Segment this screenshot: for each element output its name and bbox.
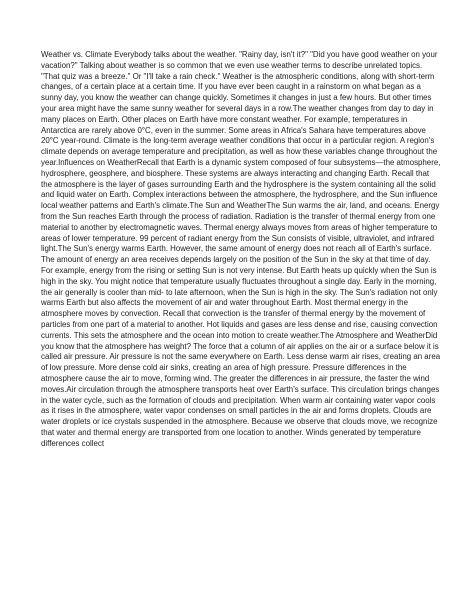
body-paragraph: Weather vs. Climate Everybody talks about the weather. "Rainy day, isn't it?" "Did you have good weather on your vacation?" Talking about weather is so common that we even use weather terms to describe unrelated topics. "That quiz was a breeze." Or "I'll take a rain check." Weather is the atmospheric conditions, along with short-term changes, of a certain place at a certain time. If you have ever been caught in a rainstorm on what began as a sunny day, you know the weather can change quickly. Sometimes it changes in just a few hours. But other times your area might have the same sunny weather for several days in a row.The weather changes from day to day in many places on Earth. Other places on Earth have more constant weather. For example, temperatures in Antarctica are rarely above 0°C, even in the summer. Some areas in Africa's Sahara have temperatures above 20°C year-round. Climate is the long-term average weather conditions that occur in a particular region. A region's climate depends on average temperature and precipitation, as well as how these variables change throughout the year.Influences on WeatherRecall that Earth is a dynamic system composed of four subsystems—the atmosphere, hydrosphere, geosphere, and biosphere. These systems are always interacting and changing Earth. Recall that the atmosphere is the layer of gases surrounding Earth and the hydrosphere is the system containing all the solid and liquid water on Earth. Complex interactions between the atmosphere, the hydrosphere, and the Sun influence local weather patterns and Earth's climate.The Sun and WeatherThe Sun warms the air, land, and oceans. Energy from the Sun reaches Earth through the process of radiation. Radiation is the transfer of thermal energy from one material to another by electromagnetic waves. Thermal energy always moves from areas of higher temperature to areas of lower temperature. 99 percent of radiant energy from the Sun consists of visible, ultraviolet, and infrared light.The Sun's energy warms Earth. However, the same amount of energy does not reach all of Earth's surface. The amount of energy an area receives depends largely on the position of the Sun in the sky at that time of day. For example, energy from the rising or setting Sun is not very intense. But Earth heats up quickly when the Sun is high in the sky. You might notice that temperature usually fluctuates throughout a single day. Early in the morning, the air generally is cooler than mid- to late afternoon, when the Sun is high in the sky. The Sun's radiation not only warms Earth but also affects the movement of air and water throughout Earth. Most thermal energy in the atmosphere moves by convection. Recall that convection is the transfer of thermal energy by the movement of particles from one part of a material to another. Hot liquids and gases are less dense and rise, causing convection currents. This sets the atmosphere and the ocean into motion to create weather.The Atmosphere and WeatherDid you know that the atmosphere has weight? The force that a column of air applies on the air or a surface below it is called air pressure. Air pressure is not the same everywhere on Earth. Less dense warm air rises, creating an area of low pressure. More dense cold air sinks, creating an area of high pressure. Pressure differences in the atmosphere cause the air to move, forming wind. The greater the differences in air pressure, the faster the wind moves.Air circulation through the atmosphere transports heat over Earth's surface. This circulation brings changes in the water cycle, such as the formation of clouds and precipitation. When warm air containing water vapor cools as it rises in the atmosphere, water vapor condenses on small particles in the air and forms droplets. Clouds are water droplets or ice crystals suspended in the atmosphere. Because we observe that clouds move, we recognize that water and thermal energy are transported from one location to another. Winds generated by temperature differences collect <box>41 50 441 448</box>
